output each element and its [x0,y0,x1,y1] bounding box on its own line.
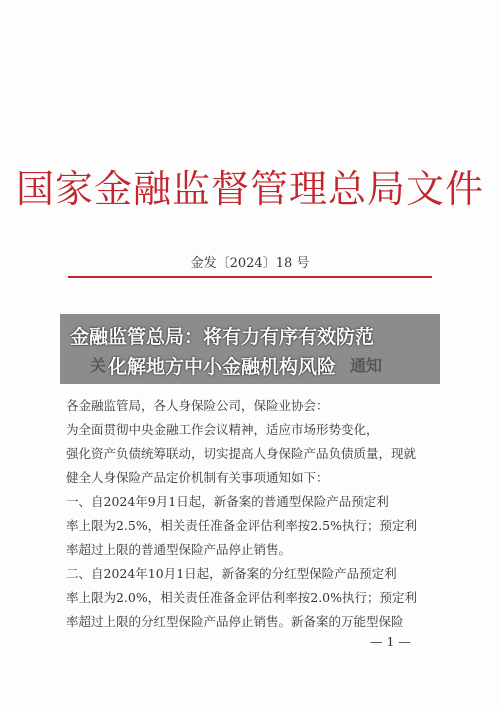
body-line: 强化资产负债统筹联动，切实提高人身保险产品负债质量，现就 [66,446,417,461]
headline-line-1: 金融监管总局：将有力有序有效防范 [70,326,375,348]
headline-overlay [60,314,440,384]
page-number: — 1 — [370,634,411,649]
body-line: 健全人身保险产品定价机制有关事项通知如下： [66,470,329,485]
body-line: 率上限为2.0%，相关责任准备金评估利率按2.0%执行；预定利 [66,590,418,605]
red-divider [68,276,432,278]
body-line: 二、自2024年10月1日起，新备案的分红型保险产品预定利 [66,566,397,581]
body-line: 率超过上限的普通型保险产品停止销售。 [66,542,292,557]
issuer-header: 国家金融监督管理总局文件 [15,167,484,211]
document-number: 金发〔2024〕18 号 [190,256,310,271]
body-line: 一、自2024年9月1日起，新备案的普通型保险产品预定利 [66,494,389,509]
headline-line-2: 化解地方中小金融机构风险 [108,356,337,378]
body-line: 各金融监管局，各人身保险公司，保险业协会： [66,398,329,413]
body-line: 率超过上限的分红型保险产品停止销售。新备案的万能型保险 [66,614,404,629]
body-line: 为全面贯彻中央金融工作会议精神，适应市场形势变化， [66,422,379,437]
body-line: 率上限为2.5%，相关责任准备金评估利率按2.5%执行；预定利 [66,518,418,533]
